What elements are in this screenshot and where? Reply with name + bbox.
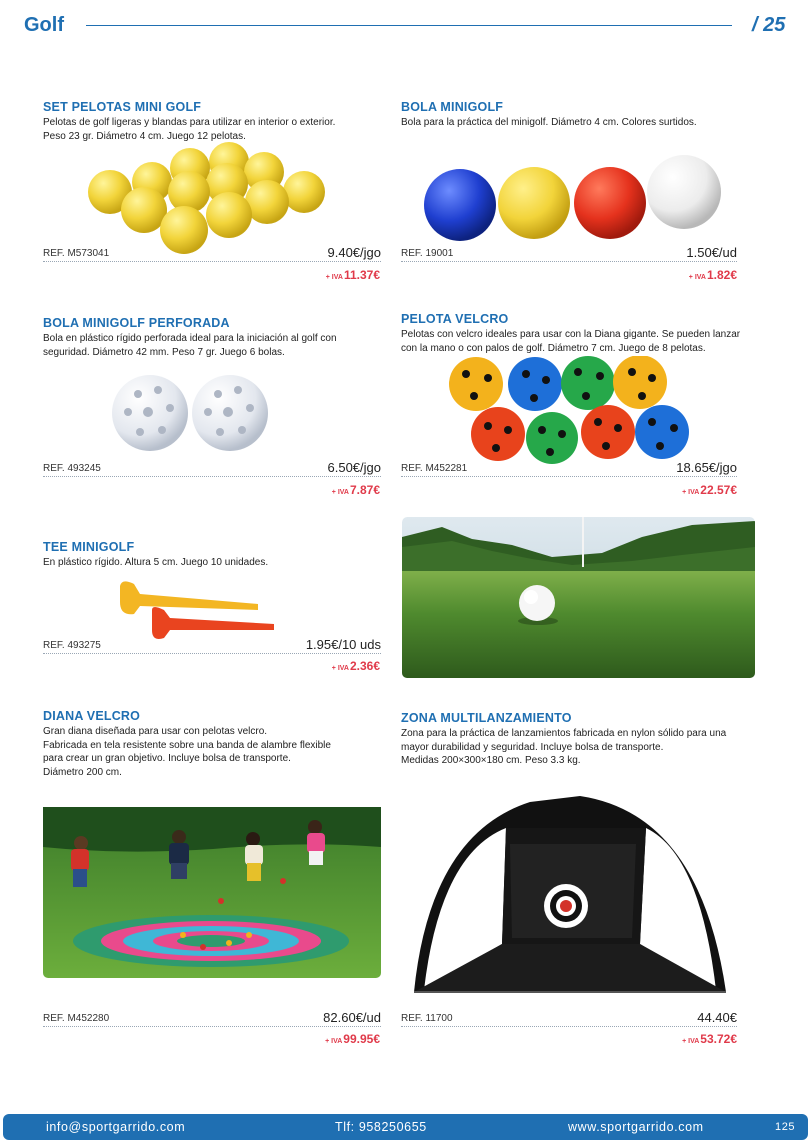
product-price: 1.95€/10 uds <box>305 637 381 652</box>
footer-website[interactable]: www.sportgarrido.com <box>568 1120 704 1134</box>
product-price: 9.40€/jgo <box>327 245 381 260</box>
product-title: TEE MINIGOLF <box>43 540 135 554</box>
product-ref: REF. M573041 <box>43 248 110 259</box>
footer-bar <box>3 1114 808 1140</box>
perforated-balls-image <box>110 372 272 454</box>
product-ref: REF. 11700 <box>401 1013 453 1024</box>
footer-phone[interactable]: Tlf: 958250655 <box>335 1120 427 1134</box>
product-description: En plástico rígido. Altura 5 cm. Juego 10 unidades. <box>43 557 269 568</box>
product-description: Gran diana diseñada para usar con pelotas velcro. Fabricada en tela resistente sobre una banda de alambre flexible para crear un gran objetivo. Incluye bolsa de transporte. Diámetro 200 cm. <box>43 726 331 778</box>
product-price: 1.50€/ud <box>686 245 737 260</box>
colored-balls-image <box>420 150 724 244</box>
product-title: BOLA MINIGOLF <box>401 100 504 114</box>
yellow-balls-image <box>84 142 330 256</box>
practice-net-image <box>410 794 730 1000</box>
product-bola-perforada <box>43 316 388 359</box>
product-ref: REF. 19001 <box>401 248 454 259</box>
product-price: 18.65€/jgo <box>676 460 737 475</box>
product-set-pelotas <box>43 100 383 143</box>
product-ref: REF. 493275 <box>43 640 101 651</box>
footer-page-number: 125 <box>775 1121 796 1133</box>
product-title: DIANA VELCRO <box>43 709 141 723</box>
product-description: Bola para la práctica del minigolf. Diámetro 4 cm. Colores surtidos. <box>401 117 697 128</box>
section-title: Golf <box>24 14 64 36</box>
price-row <box>43 461 381 477</box>
product-price: 82.60€/ud <box>323 1010 381 1025</box>
velcro-balls-image <box>446 356 694 464</box>
price-with-iva: + IVA11.37€ <box>325 268 380 282</box>
price-with-iva: + IVA2.36€ <box>331 659 380 673</box>
product-diana-velcro <box>43 709 388 779</box>
footer-email[interactable]: info@sportgarrido.com <box>46 1120 186 1134</box>
price-row <box>43 246 381 262</box>
golf-tees-image <box>118 580 278 642</box>
product-ref: REF. M452281 <box>401 463 468 474</box>
product-title: PELOTA VELCRO <box>401 312 509 326</box>
price-row <box>401 461 737 477</box>
product-title: SET PELOTAS MINI GOLF <box>43 100 202 114</box>
product-title: ZONA MULTILANZAMIENTO <box>401 711 572 725</box>
product-ref: REF. M452280 <box>43 1013 110 1024</box>
price-row <box>401 246 737 262</box>
price-with-iva: + IVA1.82€ <box>688 268 737 282</box>
product-bola-minigolf <box>401 100 781 130</box>
product-price: 6.50€/jgo <box>327 460 381 475</box>
product-description: Bola en plástico rígido perforada ideal para la iniciación al golf con seguridad. Diámetro 42 mm. Peso 7 gr. Juego 6 bolas. <box>43 333 337 358</box>
product-zona-multilanzamiento <box>401 711 796 768</box>
product-ref: REF. 493245 <box>43 463 101 474</box>
product-price: 44.40€ <box>697 1010 737 1025</box>
product-description: Zona para la práctica de lanzamientos fabricada en nylon sólido para una mayor durabilidad y seguridad. Incluye bolsa de transporte. Medidas 200×300×180 cm. Peso 3.3 kg. <box>401 728 727 766</box>
price-row <box>43 638 381 654</box>
product-description: Pelotas con velcro ideales para usar con la Diana gigante. Se pueden lanzar con la mano o con palos de golf. Diámetro 7 cm. Juego de 8 pelotas. <box>401 329 741 354</box>
golf-green-photo <box>402 517 755 678</box>
price-with-iva: + IVA22.57€ <box>682 483 737 497</box>
price-with-iva: + IVA53.72€ <box>682 1032 737 1046</box>
kids-target-photo <box>43 807 381 978</box>
section-page-label: / 25 <box>752 14 786 36</box>
product-title: BOLA MINIGOLF PERFORADA <box>43 316 230 330</box>
product-pelota-velcro <box>401 312 796 355</box>
header-divider <box>86 25 732 26</box>
product-tee-minigolf <box>43 540 383 570</box>
price-with-iva: + IVA99.95€ <box>325 1032 380 1046</box>
product-description: Pelotas de golf ligeras y blandas para utilizar en interior o exterior. Peso 23 gr. Diámetro 4 cm. Juego 12 pelotas. <box>43 117 336 142</box>
price-row <box>401 1011 737 1027</box>
price-with-iva: + IVA7.87€ <box>331 483 380 497</box>
price-row <box>43 1011 381 1027</box>
